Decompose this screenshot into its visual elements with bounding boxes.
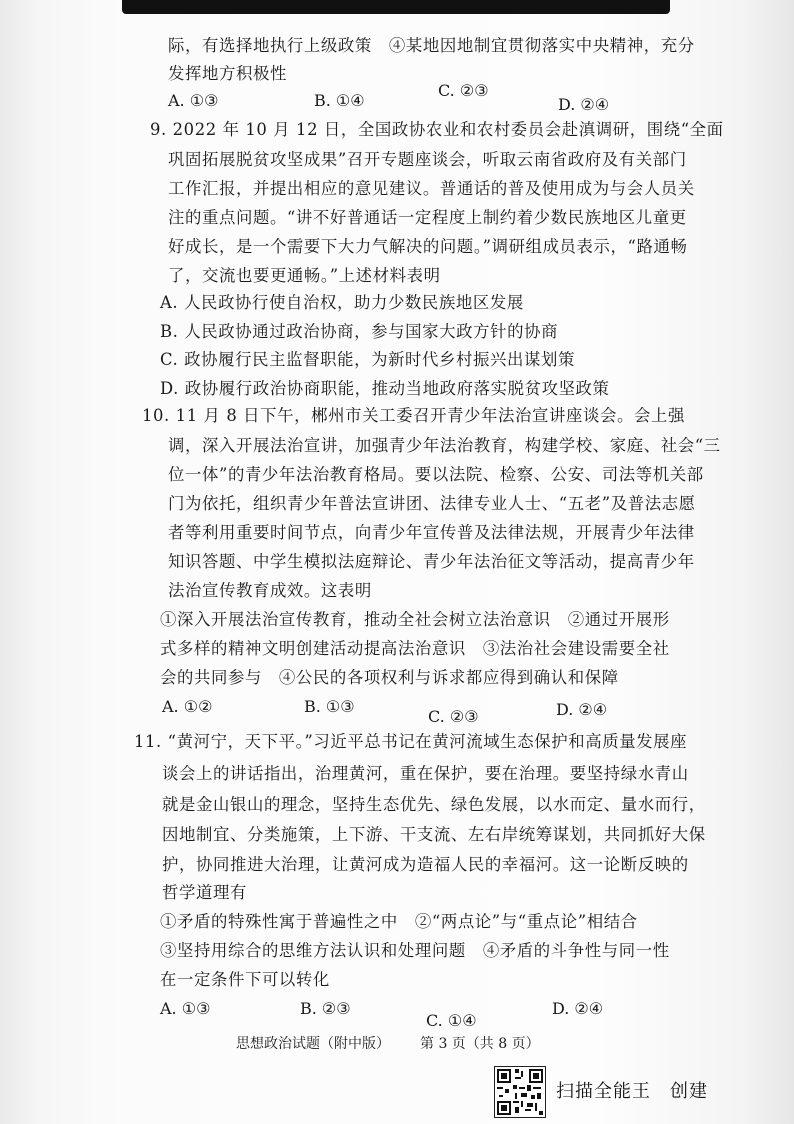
qr-code-icon (494, 1066, 546, 1118)
q10-option-d: D. ②④ (556, 700, 608, 719)
footer-exam-title: 思想政治试题（附中版） (236, 1036, 390, 1052)
q10-text-line: 者等利用重要时间节点，向青少年宣传普及法律法规，开展青少年法律 (168, 523, 695, 542)
q10-text-line: 知识答题、中学生模拟法庭辩论、青少年法治征文等活动，提高青少年 (168, 552, 695, 571)
q10-text-line: 门为依托，组织青少年普法宣讲团、法律专业人士、“五老”及普法志愿 (168, 494, 696, 513)
q11-option-c: C. ①④ (426, 1011, 477, 1030)
q9-option-b: B. 人民政协通过政治协商，参与国家大政方针的协商 (160, 322, 559, 341)
q9-text-line: 9. 2022 年 10 月 12 日，全国政协农业和农村委员会赴滇调研，围绕“全面 (150, 120, 724, 139)
q11-text-line: 护，协同推进大治理，让黄河成为造福人民的幸福河。这一论断反映的 (162, 855, 689, 874)
q9-text-line: 注的重点问题。“讲不好普通话一定程度上制约着少数民族地区儿童更 (168, 208, 687, 227)
q9-text-line: 巩固拓展脱贫攻坚成果”召开专题座谈会，听取云南省政府及有关部门 (168, 150, 687, 169)
footer-page-number: 第 3 页（共 8 页） (420, 1036, 540, 1052)
q8-text-line: 发挥地方积极性 (168, 64, 287, 83)
q9-text-line: 工作汇报，并提出相应的意见建议。普通话的普及使用成为与会人员关 (168, 179, 695, 198)
q10-option-b: B. ①③ (304, 697, 355, 716)
q8-option-a: A. ①③ (168, 91, 219, 110)
q9-text-line: 好成长，是一个需要下大力气解决的问题。”调研组成员表示，“路通畅 (168, 237, 688, 256)
q10-statement-line: 式多样的精神文明创建活动提高法治意识 ③法治社会建设需要全社 (160, 639, 670, 658)
q10-text-line: 法治宣传教育成效。这表明 (168, 581, 372, 600)
scanner-watermark-label: 扫描全能王 创建 (556, 1081, 708, 1102)
q11-text-line: 哲学道理有 (162, 883, 247, 902)
q11-text-line: 谈会上的讲话指出，治理黄河，重在保护，要在治理。要坚持绿水青山 (162, 764, 689, 783)
q11-text-line: 11. “黄河宁，天下平。”习近平总书记在黄河流域生态保护和高质量发展座 (134, 732, 688, 751)
q10-statement-line: ①深入开展法治宣传教育，推动全社会树立法治意识 ②通过开展形 (160, 610, 670, 629)
q8-text-line: 际，有选择地执行上级政策 ④某地因地制宜贯彻落实中央精神，充分 (168, 36, 695, 55)
q11-text-line: 因地制宜、分类施策，上下游、干支流、左右岸统筹谋划，共同抓好大保 (162, 825, 706, 844)
q9-text-line: 了，交流也要更通畅。”上述材料表明 (168, 266, 441, 285)
q11-option-b: B. ②③ (300, 999, 351, 1018)
q11-option-d: D. ②④ (552, 999, 604, 1018)
q10-option-a: A. ①② (162, 697, 213, 716)
q10-text-line: 位一体”的青少年法治教育格局。要以法院、检察、公安、司法等机关部 (168, 465, 704, 484)
q9-option-a: A. 人民政协行使自治权，助力少数民族地区发展 (160, 293, 524, 312)
q9-option-d: D. 政协履行政治协商职能，推动当地政府落实脱贫攻坚政策 (160, 379, 610, 398)
q11-statement-line: 在一定条件下可以转化 (160, 970, 330, 989)
q11-option-a: A. ①③ (160, 999, 211, 1018)
q10-statement-line: 会的共同参与 ④公民的各项权利与诉求都应得到确认和保障 (160, 668, 619, 687)
q8-option-d: D. ②④ (558, 95, 610, 114)
q10-text-line: 10. 11 月 8 日下午，郴州市关工委召开青少年法治宣讲座谈会。会上强 (142, 406, 685, 425)
scan-edge-shadow (122, 0, 670, 14)
q11-statement-line: ③坚持用综合的思维方法认识和处理问题 ④矛盾的斗争性与同一性 (160, 941, 670, 960)
q10-text-line: 调，深入开展法治宣讲，加强青少年法治教育，构建学校、家庭、社会“三 (168, 436, 721, 455)
q10-option-c: C. ②③ (428, 707, 479, 726)
q8-option-c: C. ②③ (438, 81, 489, 100)
q8-option-b: B. ①④ (314, 91, 365, 110)
q9-option-c: C. 政协履行民主监督职能，为新时代乡村振兴出谋划策 (160, 350, 575, 369)
q11-statement-line: ①矛盾的特殊性寓于普遍性之中 ②“两点论”与“重点论”相结合 (160, 912, 638, 931)
q11-text-line: 就是金山银山的理念，坚持生态优先、绿色发展，以水而定、量水而行， (162, 795, 706, 814)
